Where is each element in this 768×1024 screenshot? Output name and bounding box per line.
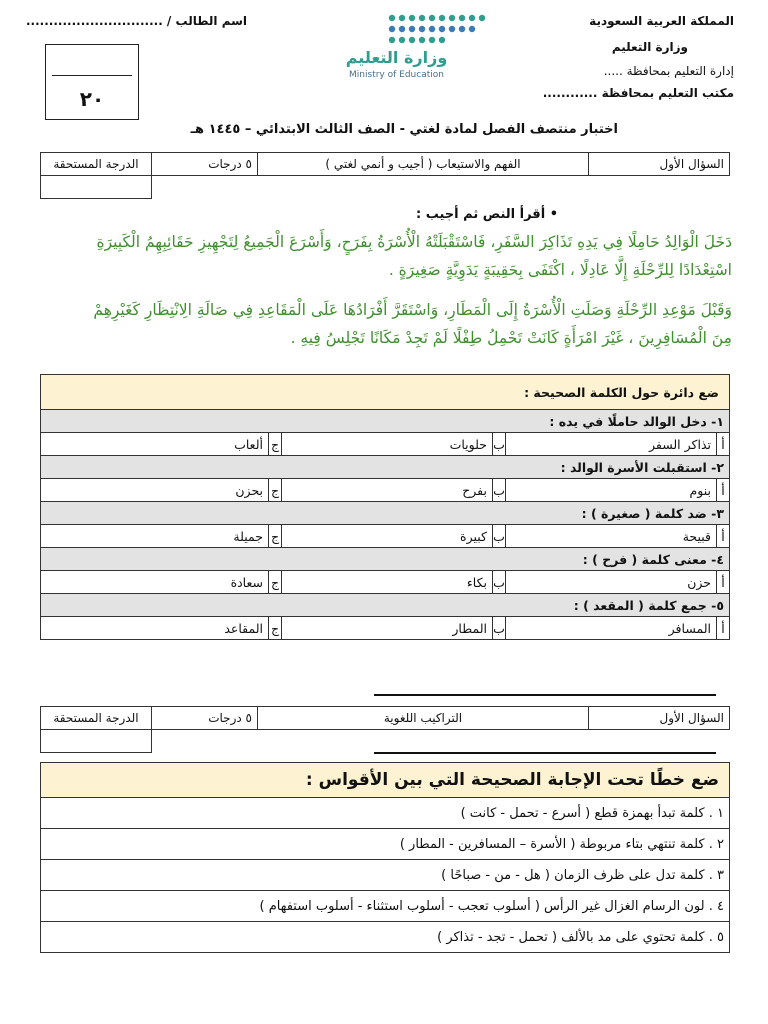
option-c[interactable]: بحزن xyxy=(41,479,269,502)
underline-item[interactable]: ٢ . كلمة تنتهي بتاء مربوطة ( الأسرة – المسافرين - المطار ) xyxy=(41,829,730,860)
mcq-stem: ٢- استقبلت الأسرة الوالد : xyxy=(41,456,730,479)
reading-passage xyxy=(32,228,732,352)
underline-table xyxy=(40,762,730,953)
admin-label: إدارة التعليم بمحافظة ..... xyxy=(603,64,734,78)
option-b[interactable]: بكاء xyxy=(282,571,493,594)
passage-line: دَخَلَ الْوَالِدُ حَامِلًا فِي يَدِهِ تَذَاكِرَ السَّفَرِ، فَاسْتَقْبَلَتْهُ الْأُسْرَةُ بِفَرَحٍ، وَأَسْرَعَ الْجَمِيعُ لِتَجْهِيزِ حَقَائِبِهِمُ الْكَبِيرَةِ xyxy=(96,233,732,251)
option-letter: أ xyxy=(717,617,730,640)
option-a[interactable]: قبيحة xyxy=(506,525,717,548)
s1-question-label: السؤال الأول xyxy=(589,153,730,176)
option-b[interactable]: كبيرة xyxy=(282,525,493,548)
logo-english: Ministry of Education xyxy=(349,70,444,80)
logo-arabic: وزارة التعليم xyxy=(345,48,448,67)
option-letter: أ xyxy=(717,571,730,594)
option-letter: ج xyxy=(269,433,282,456)
mcq-stem: ٥- جمع كلمة ( المقعد ) : xyxy=(41,594,730,617)
option-letter: ب xyxy=(493,525,506,548)
option-letter: ب xyxy=(493,617,506,640)
mcq-stem: ٣- ضد كلمة ( صغيرة ) : xyxy=(41,502,730,525)
s1-grade-field[interactable] xyxy=(41,176,152,199)
mcq-stem: ٤- معنى كلمة ( فرح ) : xyxy=(41,548,730,571)
underline-item[interactable]: ١ . كلمة تبدأ بهمزة قطع ( أسرع - تحمل - كانت ) xyxy=(41,798,730,829)
total-score-box xyxy=(45,44,139,120)
s1-marks: ٥ درجات xyxy=(152,153,258,176)
score-divider xyxy=(52,75,132,76)
exam-title: اختبار منتصف الفصل لمادة لغتي - الصف الثالث الابتدائي – ١٤٤٥ هـ xyxy=(190,122,618,137)
s1-grade-label: الدرجة المستحقة xyxy=(41,153,152,176)
option-a[interactable]: تذاكر السفر xyxy=(506,433,717,456)
option-letter: ج xyxy=(269,571,282,594)
logo-dots-icon xyxy=(326,8,496,48)
option-letter: أ xyxy=(717,479,730,502)
option-c[interactable]: سعادة xyxy=(41,571,269,594)
ministry-label: وزارة التعليم xyxy=(611,40,688,54)
option-letter: ج xyxy=(269,479,282,502)
passage-line: وَقَبْلَ مَوْعِدِ الرِّحْلَةِ وَصَلَتِ الْأُسْرَةُ إِلَى الْمَطَارِ، وَاسْتَقَرَّ أَفْرَادُهَا عَلَى الْمَقَاعِدِ فِي صَالَةِ الِانْتِظَارِ كَغَيْرِهِمْ xyxy=(93,301,732,319)
student-name-field[interactable]: اسم الطالب / .............................. xyxy=(26,14,248,28)
passage-line: مِنَ الْمُسَافِرِينَ ، غَيْرَ امْرَأَةٍ كَانَتْ تَحْمِلُ طِفْلًا لَمْ تَجِدْ مَكَانًا تَجْلِسُ فِيهِ . xyxy=(290,329,732,347)
option-letter: أ xyxy=(717,525,730,548)
bullet: • xyxy=(549,207,558,222)
option-letter: ب xyxy=(493,479,506,502)
reading-instruction xyxy=(416,207,558,222)
mcq-table xyxy=(40,374,730,640)
option-letter: ب xyxy=(493,433,506,456)
passage-line: اسْتِعْدَادًا لِلرِّحْلَةِ إِلَّا عَادِلًا ، اكْتَفَى بِحَقِيبَةٍ يَدَوِيَّةٍ صَغِيرَةٍ . xyxy=(388,261,732,279)
option-b[interactable]: حلويات xyxy=(282,433,493,456)
option-a[interactable]: بنوم xyxy=(506,479,717,502)
underline-task-title: ضع خطًا تحت الإجابة الصحيحة التي بين الأقواس : xyxy=(41,763,730,798)
divider xyxy=(374,752,716,754)
s2-grade-field[interactable] xyxy=(41,730,152,753)
option-c[interactable]: ألعاب xyxy=(41,433,269,456)
option-c[interactable]: جميلة xyxy=(41,525,269,548)
option-a[interactable]: المسافر xyxy=(506,617,717,640)
s2-question-label: السؤال الأول xyxy=(589,707,730,730)
kingdom-label: المملكة العربية السعودية xyxy=(589,14,734,28)
s2-skill: التراكيب اللغوية xyxy=(258,707,589,730)
section1-header-table xyxy=(40,152,730,199)
option-b[interactable]: المطار xyxy=(282,617,493,640)
option-letter: ج xyxy=(269,617,282,640)
section2-header-table xyxy=(40,706,730,753)
instruction-text: أقرأ النص ثم أجيب : xyxy=(415,207,546,222)
underline-item[interactable]: ٣ . كلمة تدل على ظرف الزمان ( هل - من - صباحًا ) xyxy=(41,860,730,891)
divider xyxy=(374,694,716,696)
office-label: مكتب التعليم بمحافظة ............ xyxy=(542,86,734,100)
s1-skill: الفهم والاستيعاب ( أجيب و أنمي لغتي ) xyxy=(258,153,589,176)
option-letter: ب xyxy=(493,571,506,594)
total-score: ٢٠ xyxy=(79,87,105,111)
mcq-task-title: ضع دائرة حول الكلمة الصحيحة : xyxy=(41,375,730,410)
underline-item[interactable]: ٥ . كلمة تحتوي على مد بالألف ( تحمل - تجد - تذاكر ) xyxy=(41,922,730,953)
option-letter: ج xyxy=(269,525,282,548)
underline-item[interactable]: ٤ . لون الرسام الغزال غير الرأس ( أسلوب تعجب - أسلوب استثناء - أسلوب استفهام ) xyxy=(41,891,730,922)
s2-marks: ٥ درجات xyxy=(152,707,258,730)
option-b[interactable]: بفرح xyxy=(282,479,493,502)
option-a[interactable]: حزن xyxy=(506,571,717,594)
mcq-stem: ١- دخل الوالد حاملًا في يده : xyxy=(41,410,730,433)
option-letter: أ xyxy=(717,433,730,456)
ministry-logo xyxy=(326,8,496,88)
option-c[interactable]: المقاعد xyxy=(41,617,269,640)
s2-grade-label: الدرجة المستحقة xyxy=(41,707,152,730)
